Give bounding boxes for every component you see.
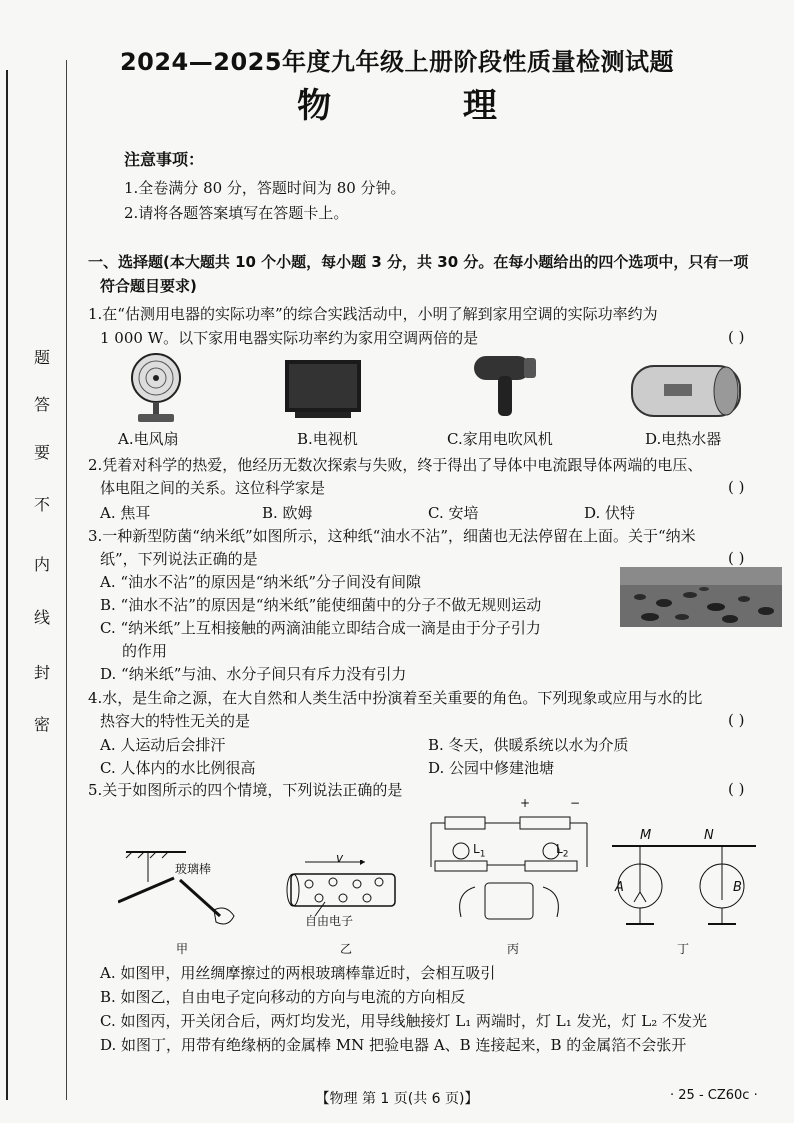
q1-stem-cont: 1 000 W。以下家用电器实际功率约为家用空调两倍的是: [100, 329, 479, 347]
answer-paren: ( ): [728, 328, 745, 346]
caption-bing: 丙: [507, 942, 520, 956]
label-free-electron: 自由电子: [305, 914, 354, 928]
q4-option-d: D. 公园中修建池塘: [428, 759, 555, 777]
answer-paren: ( ): [728, 780, 745, 798]
label-L1: $L_1$: [473, 842, 486, 860]
exam-title: 2024—2025年度九年级上册阶段性质量检测试题: [119, 48, 675, 76]
label-velocity: v: [336, 851, 344, 865]
label-positive: +: [520, 796, 531, 810]
caption-yi: 乙: [340, 942, 353, 956]
q2-stem-cont: 体电阻之间的关系。这位科学家是: [100, 479, 326, 497]
gutter-char: 内: [34, 555, 51, 574]
q3-stem: 3.一种新型防菌“纳米纸”如图所示，这种纸“油水不沾”，细菌也无法停留在上面。关于“纳米: [88, 527, 696, 545]
gutter-char: 不: [34, 495, 51, 514]
section-heading-cont: 符合题目要求): [100, 277, 197, 295]
subject-title: 物 理: [297, 86, 557, 126]
q4-stem-cont: 热容大的特性无关的是: [100, 712, 251, 730]
nano-paper-photo: [620, 567, 782, 627]
figure-jia-glass-rods: [118, 840, 248, 935]
caption-jia: 甲: [176, 942, 189, 956]
q1-option-c: C.家用电吹风机: [447, 430, 553, 448]
label-B: B: [733, 880, 742, 895]
gutter-char: 封: [34, 663, 51, 682]
q5-option-b: B. 如图乙，自由电子定向移动的方向与电流的方向相反: [100, 988, 466, 1006]
binding-line-inner: [66, 60, 67, 1100]
notes-heading: 注意事项：: [124, 150, 205, 169]
water-heater-image: [628, 362, 744, 422]
q4-option-c: C. 人体内的水比例很高: [100, 759, 256, 777]
figure-bing-circuit: [425, 805, 595, 930]
electric-fan-image: [118, 352, 198, 426]
q4-stem: 4.水，是生命之源，在大自然和人类生活中扮演着至关重要的角色。下列现象或应用与水的比: [88, 689, 703, 707]
paper-code: · 25 - CZ60c ·: [670, 1088, 758, 1103]
q3-stem-cont: 纸”，下列说法正确的是: [100, 550, 258, 568]
q3-option-c-cont: 的作用: [122, 642, 168, 660]
gutter-char: 线: [34, 608, 51, 627]
binding-line: [6, 70, 8, 1100]
q3-option-d: D. “纳米纸”与油、水分子间只有斥力没有引力: [100, 665, 407, 683]
label-A: A: [615, 880, 624, 895]
gutter-char: 要: [34, 443, 51, 462]
caption-ding: 丁: [677, 942, 690, 956]
label-N: N: [704, 828, 714, 843]
q4-option-b: B. 冬天，供暖系统以水为介质: [428, 736, 629, 754]
q2-option-d: D. 伏特: [584, 504, 636, 522]
q5-stem: 5.关于如图所示的四个情境，下列说法正确的是: [88, 781, 403, 799]
answer-paren: ( ): [728, 549, 745, 567]
q2-stem: 2.凭着对科学的热爱，他经历无数次探索与失败，终于得出了导体中电流跟导体两端的电压、: [88, 456, 703, 474]
q5-option-a: A. 如图甲，用丝绸摩擦过的两根玻璃棒靠近时，会相互吸引: [100, 964, 496, 982]
gutter-char: 答: [34, 395, 51, 414]
q3-option-a: A. “油水不沾”的原因是“纳米纸”分子间没有间隙: [100, 573, 422, 591]
answer-paren: ( ): [728, 478, 745, 496]
label-glass-rod: 玻璃棒: [175, 862, 212, 876]
q4-option-a: A. 人运动后会排汗: [100, 736, 226, 754]
answer-paren: ( ): [728, 711, 745, 729]
q3-option-b: B. “油水不沾”的原因是“纳米纸”能使细菌中的分子不做无规则运动: [100, 596, 542, 614]
label-negative: −: [570, 796, 581, 810]
gutter-char: 密: [34, 715, 51, 734]
q3-option-c: C. “纳米纸”上互相接触的两滴油能立即结合成一滴是由于分子引力: [100, 619, 541, 637]
q2-option-b: B. 欧姆: [262, 504, 313, 522]
q2-option-a: A. 焦耳: [100, 504, 151, 522]
page-footer: 【物理 第 1 页(共 6 页)】: [315, 1091, 479, 1107]
q2-option-c: C. 安培: [428, 504, 479, 522]
q1-option-b: B.电视机: [297, 430, 358, 448]
gutter-char: 题: [34, 348, 51, 367]
q1-stem: 1.在“估测用电器的实际功率”的综合实践活动中，小明了解到家用空调的实际功率约为: [88, 305, 658, 323]
q5-option-d: D. 如图丁，用带有绝缘柄的金属棒 MN 把验电器 A、B 连接起来，B 的金属箔不会张开: [100, 1036, 687, 1054]
television-image: [283, 358, 363, 422]
hair-dryer-image: [470, 350, 542, 424]
q5-option-c: C. 如图丙，开关闭合后，两灯均发光，用导线触接灯 L₁ 两端时，灯 L₁ 发光，灯 L₂ 不发光: [100, 1012, 708, 1030]
section-heading: 一、选择题(本大题共 10 个小题，每小题 3 分，共 30 分。在每小题给出的四个选项中，只有一项: [88, 253, 749, 271]
label-M: M: [640, 828, 652, 843]
label-L2: $L_2$: [556, 842, 569, 860]
q1-option-a: A.电风扇: [118, 430, 179, 448]
note-item: 1.全卷满分 80 分，答题时间为 80 分钟。: [124, 179, 406, 197]
note-item: 2.请将各题答案填写在答题卡上。: [124, 204, 349, 222]
q1-option-d: D.电热水器: [645, 430, 722, 448]
